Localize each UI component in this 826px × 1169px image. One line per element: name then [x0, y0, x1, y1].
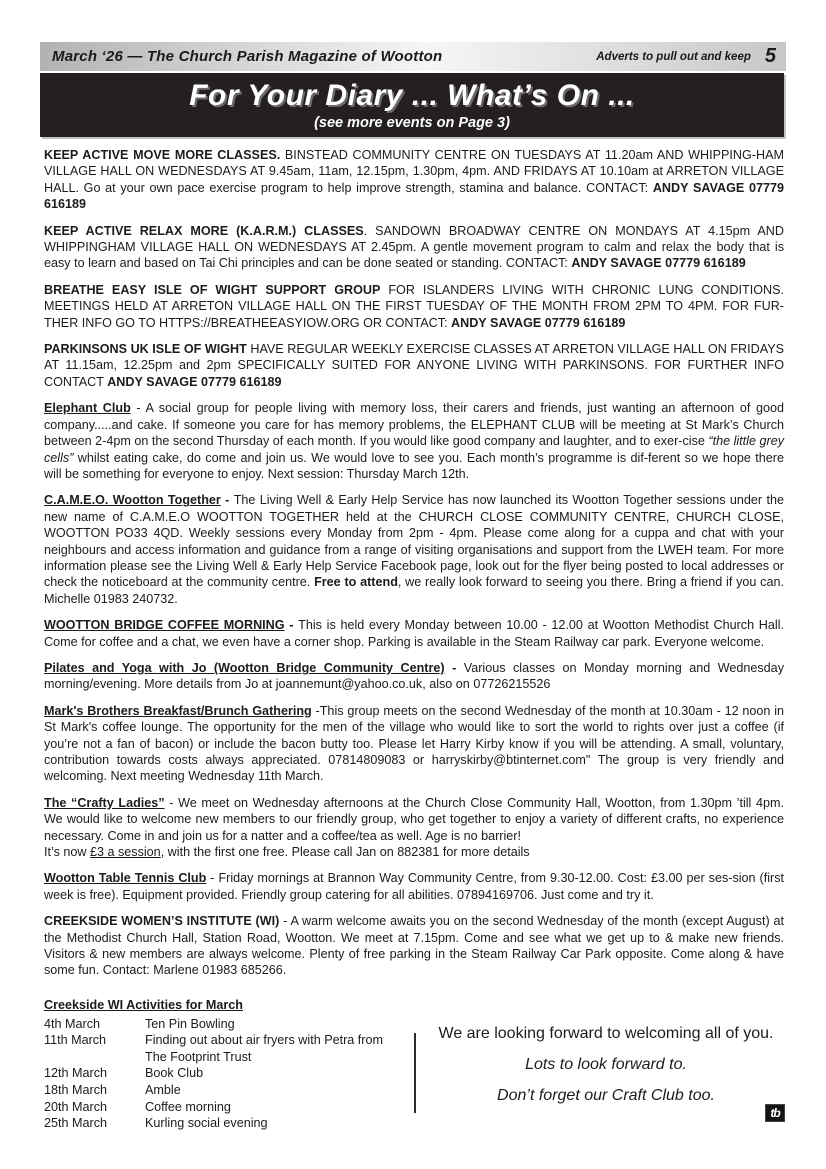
paragraph-segment: FOR ISLANDERS LIVING WITH CHRONIC LUNG CONDITIONS. MEETINGS HELD AT ARRETON VILLAGE HALL ON THE FIRST TUESDAY OF THE MONTH FROM 2PM TO 4PM. FOR FUR-THER INFO GO TO HTTPS://BREATHEEASYIOW.ORG OR CONTACT: [44, 282, 784, 330]
paragraph-segment: BINSTEAD COMMUNITY CENTRE ON TUESDAYS AT 11.20am AND WHIPPING-HAM VILLAGE HALL ON WEDNESDAYS AT 9.45am, 11am, 12.15pm, 1.30pm, 4pm. AND FRIDAYS AT 10.10am at ARRETON VILLAGE HALL. Go at your own pace exercise program to help improve strength, stamina and balance. CONTACT: [44, 148, 784, 195]
wi-activity-row [44, 1065, 410, 1082]
events-list [44, 147, 784, 989]
paragraph-segment: whilst eating cake, do come and join us. We would love to see you. Each month’s programme is dif-ferent so we hope there will be something for everyone to enjoy. Next session: Thursday March 12th. [44, 450, 784, 481]
paragraph-segment: KEEP ACTIVE MOVE MORE CLASSES. [44, 148, 285, 162]
paragraph-segment: . SANDOWN BROADWAY CENTRE ON MONDAYS AT 4.15pm AND WHIPPINGHAM VILLAGE HALL ON WEDNESDAYS AT 2.45pm. A gentle movement program to calm and relax the body that is easy to learn and based on Tai Chi principles and can be done seated or standing. CONTACT: [44, 223, 784, 271]
wi-activity-row [44, 1082, 410, 1099]
event-paragraph [44, 795, 784, 861]
paragraph-segment: C.A.M.E.O. Wootton Together [44, 493, 221, 508]
wi-activity-row [44, 1032, 410, 1065]
event-paragraph [44, 492, 784, 607]
paragraph-segment: - We meet on Wednesday afternoons at the Church Close Community Hall, Wootton, from 1.30pm ’till 4pm. We would like to welcome new members to our friendly group, who get together to enjoy a variety of different crafts, no experience necessary. Come in and join us for a natter and a coffee/tea as well. Age is no barrier! [44, 795, 784, 843]
wi-activity-date: 4th March [44, 1016, 100, 1031]
paragraph-segment: KEEP ACTIVE RELAX MORE (K.A.R.M.) CLASSES [44, 223, 364, 238]
paragraph-segment: HAVE REGULAR WEEKLY EXERCISE CLASSES AT ARRETON VILLAGE HALL ON FRIDAYS AT 11.15am, 12.25pm and 2pm SPECIFICALLY SUITED FOR ANYONE LIVING WITH PARKINSONS. FOR FURTHER INFO CONTACT [44, 342, 784, 389]
paragraph-segment: This is held every Monday between 10.00 - 12.00 at Wootton Methodist Church Hall. Come for coffee and a chat, we even have a corner shop. Parking is available in the Steam Railway car park. Everyone welcome. [44, 618, 784, 649]
paragraph-segment: WOOTTON BRIDGE COFFEE MORNING [44, 618, 285, 633]
wi-activity-label: Finding out about air fryers with Petra from The Footprint Trust [145, 1033, 383, 1064]
wi-activity-date: 20th March [44, 1099, 107, 1114]
wi-activity-label: Ten Pin Bowling [145, 1016, 235, 1031]
wi-activity-row [44, 1016, 410, 1033]
paragraph-segment: £3 a session [89, 845, 161, 860]
paragraph-segment: BREATHE EASY ISLE OF WIGHT SUPPORT GROUP [44, 282, 381, 297]
wi-activity-label: Amble [145, 1082, 181, 1097]
paragraph-segment: The “Crafty Ladies” [44, 795, 165, 810]
wi-note-line: Don’t forget our Craft Club too. [497, 1087, 715, 1104]
paragraph-segment: ANDY SAVAGE 07779 616189 [107, 374, 282, 389]
wi-activity-row [44, 1099, 410, 1116]
paragraph-segment: - A social group for people living with memory loss, their carers and friends, just wanting an afternoon of good company.....and cake. If someone you care for has memory problems, the ELEPHANT CLUB will be meeting at St Mark’s Church between 2-4pm on the second Thursday of each month. If you would like good company and laughter, and to exer-cise [44, 401, 784, 449]
paragraph-segment: “the little grey cells” [44, 434, 784, 465]
wi-note [428, 1025, 784, 1105]
page-number: 5 [764, 45, 776, 67]
wi-activities-section [44, 997, 410, 1132]
paragraph-segment: Mark's Brothers Breakfast/Brunch Gathering [44, 703, 312, 718]
event-paragraph [44, 617, 784, 650]
diary-banner [40, 73, 784, 137]
paragraph-segment: ANDY SAVAGE 07779 616189 [451, 315, 626, 330]
wi-activity-date: 18th March [44, 1082, 107, 1097]
paragraph-segment: It’s now [44, 845, 90, 860]
wi-note-line: Lots to look forward to. [525, 1056, 687, 1073]
wi-activity-date: 11th March [44, 1033, 107, 1048]
wi-activity-label: Book Club [145, 1066, 204, 1081]
tb-logo: tb [765, 1104, 785, 1122]
paragraph-segment: The Living Well & Early Help Service has now launched its Wootton Together sessions under the new name of C.A.M.E.O WOOTTON TOGETHER held at the CHURCH CLOSE COMMUNITY CENTRE, CHURCH CLOSE, WOOTTON PO33 4QD. Weekly sessions every Monday from 2pm - 4pm. Please come along for a cuppa and chat with your neighbours and access information and guidance from a range of visiting organisations and support from the LWEH team. For more information please see the Living Well & Early Help Service Facebook page, look out for the flyer being posted to local addresses or check the noticeboard at the community centre. [44, 493, 784, 590]
wi-activity-date: 12th March [44, 1066, 107, 1081]
header-right-group [596, 45, 776, 68]
paragraph-segment: PARKINSONS UK ISLE OF WIGHT [44, 342, 247, 357]
paragraph-segment: - Friday mornings at Brannon Way Community Centre, from 9.30-12.00. Cost: £3.00 per ses-sion (first week is free). Equipment provided. Friendly group catering for all abilities. 07894169706. Just come and try it. [44, 871, 784, 902]
wi-activity-label: Kurling social evening [145, 1116, 268, 1131]
event-paragraph [44, 913, 784, 979]
vertical-divider [414, 1033, 416, 1113]
event-paragraph [44, 703, 784, 785]
wi-activity-label: Coffee morning [145, 1099, 231, 1114]
paragraph-segment: Wootton Table Tennis Club [44, 871, 207, 886]
wi-activity-date: 25th March [44, 1116, 107, 1131]
paragraph-segment: Free to attend [314, 575, 398, 590]
event-paragraph [44, 870, 784, 903]
event-paragraph [44, 400, 784, 482]
event-paragraph [44, 341, 784, 390]
issue-title: March ‘26 — The Church Parish Magazine of Wootton [52, 48, 443, 65]
event-paragraph [44, 147, 784, 213]
paragraph-segment: Various classes on Monday morning and Wednesday morning/evening. More details from Jo at joannemunt@yahoo.co.uk, also on 07726215526 [44, 660, 784, 692]
paragraph-segment: - [444, 660, 464, 675]
wi-activity-row [44, 1115, 410, 1132]
paragraph-segment: , with the first one free. Please call Jan on 882381 for more details [160, 845, 530, 860]
paragraph-segment: ANDY SAVAGE 07779 616189 [44, 180, 784, 212]
adverts-note: Adverts to pull out and keep [596, 50, 751, 63]
paragraph-segment: Elephant Club [44, 401, 131, 416]
paragraph-segment: - A warm welcome awaits you on the second Wednesday of the month (except August) at the Methodist Church Hall, Station Road, Wootton. We meet at 7.15pm. Come and see what we get up to & make new friends. Visitors & new members are always welcome. Plenty of free parking in the Steam Railway Car Park opposite. Come along & have some fun. Contact: Marlene 01983 685266. [44, 914, 784, 978]
wi-activities-heading: Creekside WI Activities for March [44, 998, 243, 1012]
event-paragraph [44, 660, 784, 693]
paragraph-segment: - [220, 493, 234, 508]
paragraph-segment: CREEKSIDE WOMEN’S INSTITUTE (WI) [44, 914, 280, 929]
wi-activities-table [44, 1016, 410, 1132]
wi-note-line: We are looking forward to welcoming all of you. [438, 1025, 774, 1042]
event-paragraph [44, 282, 784, 331]
paragraph-segment: , we really look forward to seeing you there. Bring a friend if you can. Michelle 01983 240732. [44, 575, 784, 606]
paragraph-segment: ANDY SAVAGE 07779 616189 [571, 256, 746, 271]
banner-title: For Your Diary ... What’s On ... [189, 79, 635, 112]
paragraph-segment: Pilates and Yoga with Jo (Wootton Bridge Community Centre) [44, 660, 445, 675]
paragraph-segment: - [284, 618, 299, 633]
event-paragraph [44, 223, 784, 272]
paragraph-segment: -This group meets on the second Wednesday of the month at 10.30am - 12 noon in St Mark's coffee lounge. The opportunity for the men of the village who would like to sort the world to rights over just a coffee (if you’re not a fan of bacon) or include the bacon butty too. Please let Harry Kirby know if you will be attending. A small, voluntary, contribution towards costs always appreciated. 07814809083 or harryskirby@btinternet.com" The group is very friendly and welcoming. Next meeting Wednesday 11th March. [44, 703, 784, 784]
magazine-header-bar [40, 42, 786, 71]
banner-subtitle: (see more events on Page 3) [314, 115, 510, 131]
